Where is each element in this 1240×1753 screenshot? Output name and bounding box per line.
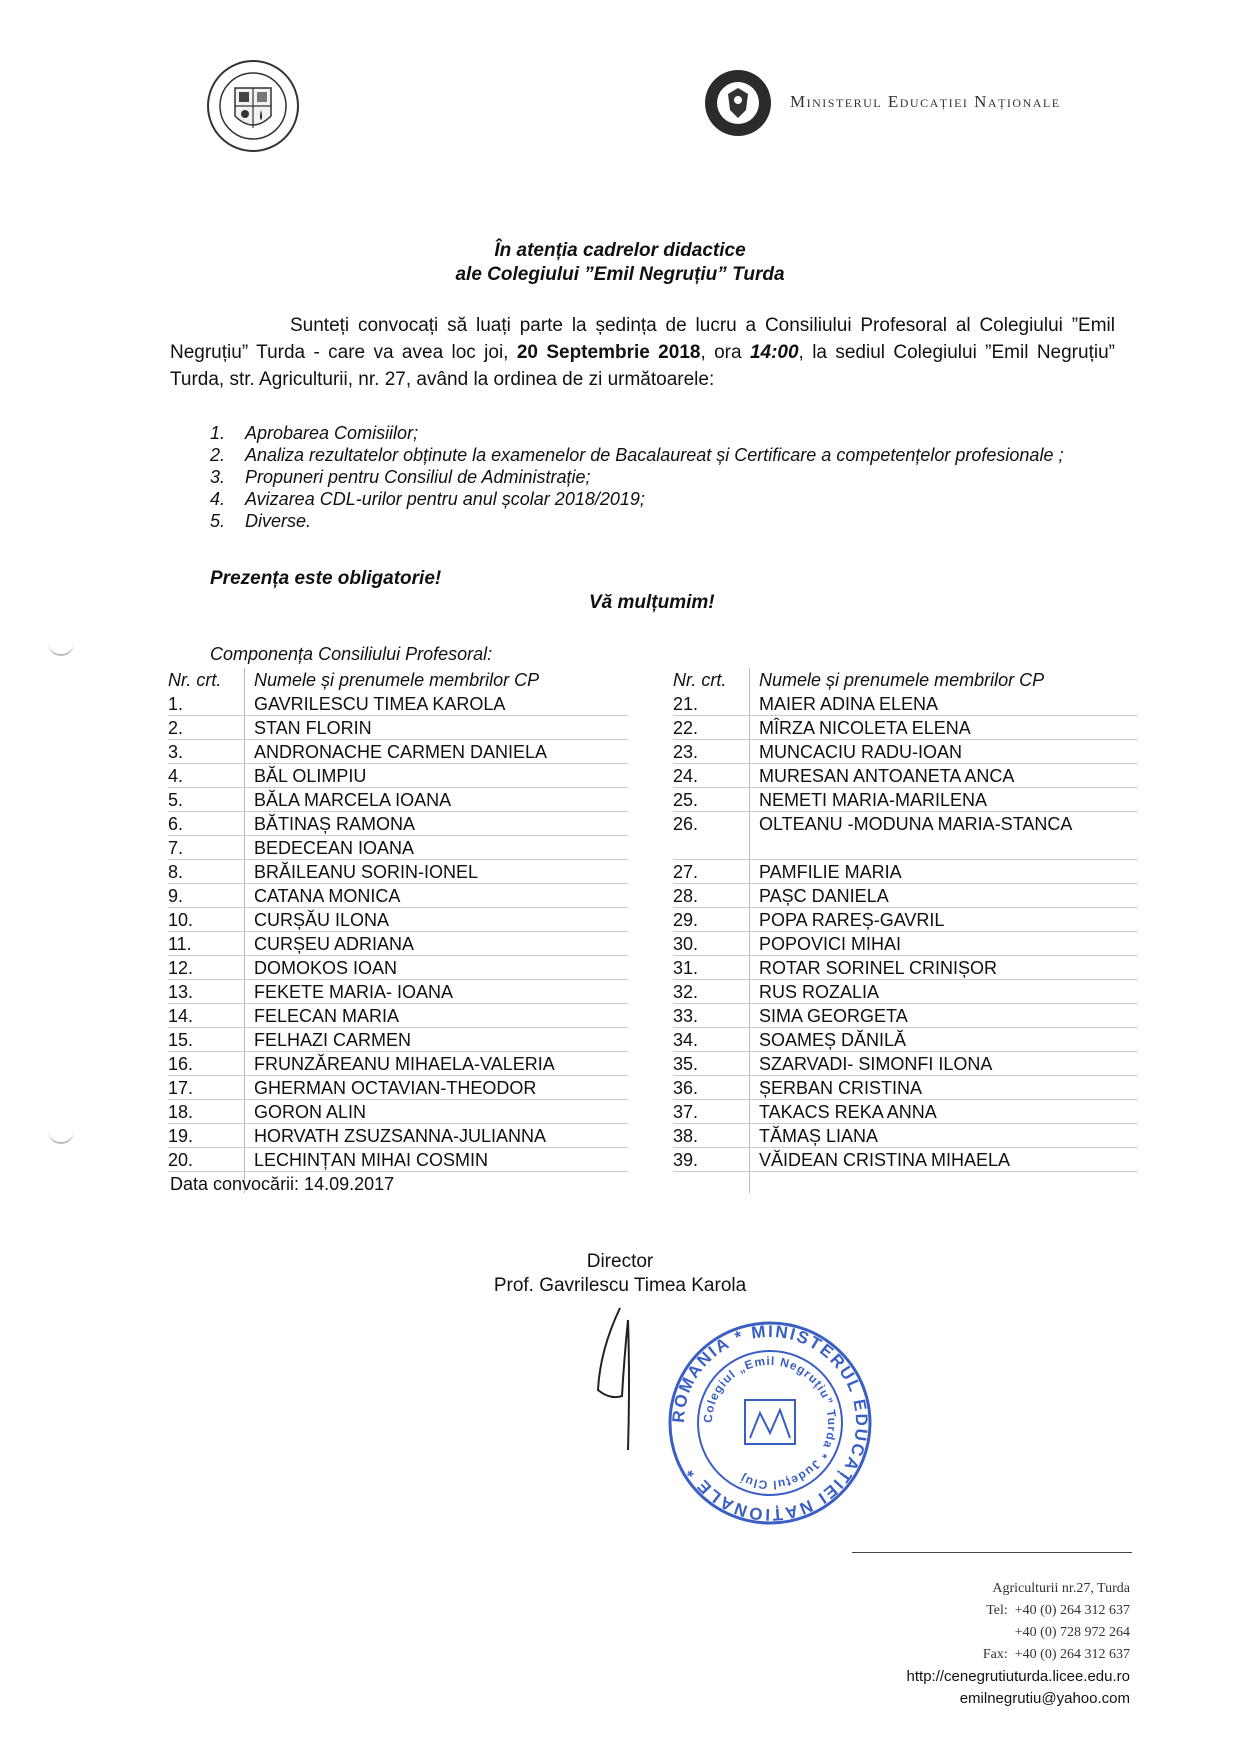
member-name: PAȘC DANIELA bbox=[759, 886, 889, 906]
member-number: 25. bbox=[673, 790, 699, 810]
member-number: 38. bbox=[673, 1126, 699, 1146]
member-number: 33. bbox=[673, 1006, 699, 1026]
fax-label: Fax: bbox=[982, 1647, 1008, 1662]
members-table-right bbox=[673, 668, 1138, 1193]
member-name: TAKACS REKA ANNA bbox=[759, 1102, 937, 1122]
member-name: GAVRILESCU TIMEA KAROLA bbox=[254, 694, 506, 714]
punch-hole-bottom bbox=[48, 1128, 74, 1144]
table-row-divider bbox=[168, 715, 628, 716]
agenda-item bbox=[210, 488, 1090, 510]
header-name: Numele și prenumele membrilor CP bbox=[759, 670, 1045, 690]
intro-paragraph bbox=[170, 312, 1115, 393]
table-row-divider bbox=[168, 955, 628, 956]
footer-tel-1 bbox=[907, 1600, 1130, 1622]
member-number: 21. bbox=[673, 694, 699, 714]
member-name: MURESAN ANTOANETA ANCA bbox=[759, 766, 1015, 786]
government-logo bbox=[703, 68, 773, 138]
agenda-item-number: 5. bbox=[210, 511, 226, 531]
member-number: 16. bbox=[168, 1054, 194, 1074]
table-row-divider bbox=[168, 763, 628, 764]
punch-hole-top bbox=[48, 640, 74, 656]
footer-tel-2: +40 (0) 728 972 264 bbox=[1014, 1625, 1130, 1640]
agenda-item-number: 3. bbox=[210, 467, 226, 487]
agenda-item-text: Diverse. bbox=[245, 511, 312, 531]
member-number: 10. bbox=[168, 910, 194, 930]
member-number: 19. bbox=[168, 1126, 194, 1146]
member-name: BEDECEAN IOANA bbox=[254, 838, 415, 858]
agenda-item bbox=[210, 422, 1090, 444]
convocation-date: Data convocării: 14.09.2017 bbox=[170, 1174, 395, 1194]
handwritten-signature bbox=[580, 1300, 650, 1465]
agenda-item-text: Avizarea CDL-urilor pentru anul școlar 2018/2019; bbox=[245, 489, 645, 509]
agenda-list bbox=[210, 422, 1090, 532]
member-name: RUS ROZALIA bbox=[759, 982, 880, 1002]
member-number: 13. bbox=[168, 982, 194, 1002]
header-name: Numele și prenumele membrilor CP bbox=[254, 670, 540, 690]
footer-email[interactable]: emilnegrutiu@yahoo.com bbox=[959, 1690, 1130, 1707]
meeting-time: 14:00 bbox=[749, 342, 799, 363]
svg-text:ROMÂNIA * MINISTERUL EDUCAȚIEI: ROMÂNIA * MINISTERUL EDUCAȚIEI NAȚIONALE * bbox=[668, 1321, 872, 1525]
member-number: 39. bbox=[673, 1150, 699, 1170]
notice-line-1: În atenția cadrelor didactice bbox=[494, 240, 746, 261]
member-number: 31. bbox=[673, 958, 699, 978]
member-number: 24. bbox=[673, 766, 699, 786]
table-row-divider bbox=[168, 907, 628, 908]
member-name: PAMFILIE MARIA bbox=[759, 862, 902, 882]
member-name: ȘERBAN CRISTINA bbox=[759, 1078, 923, 1098]
member-number: 34. bbox=[673, 1030, 699, 1050]
footer-address: Agriculturii nr.27, Turda bbox=[992, 1581, 1130, 1596]
member-number: 6. bbox=[168, 814, 184, 834]
agenda-item-number: 4. bbox=[210, 489, 226, 509]
member-name: GHERMAN OCTAVIAN-THEODOR bbox=[254, 1078, 537, 1098]
member-name: SZARVADI- SIMONFI ILONA bbox=[759, 1054, 993, 1074]
table-row-divider bbox=[673, 1171, 1138, 1172]
footer-divider bbox=[852, 1552, 1132, 1553]
member-name: POPOVICI MIHAI bbox=[759, 934, 902, 954]
member-name: BRĂILEANU SORIN-IONEL bbox=[254, 862, 479, 882]
member-name: DOMOKOS IOAN bbox=[254, 958, 398, 978]
member-name: BĂTINAȘ RAMONA bbox=[254, 814, 416, 834]
member-number: 23. bbox=[673, 742, 699, 762]
meeting-date: 20 Septembrie 2018 bbox=[516, 342, 701, 363]
member-name: MUNCACIU RADU-IOAN bbox=[759, 742, 963, 762]
member-name: NEMETI MARIA-MARILENA bbox=[759, 790, 988, 810]
member-number: 5. bbox=[168, 790, 184, 810]
agenda-item bbox=[210, 466, 1090, 488]
member-number: 7. bbox=[168, 838, 184, 858]
member-number: 22. bbox=[673, 718, 699, 738]
table-row-divider bbox=[673, 859, 1138, 860]
agenda-item bbox=[210, 510, 1090, 532]
member-number: 26. bbox=[673, 814, 699, 834]
notice-line-2: ale Colegiului ”Emil Negruțiu” Turda bbox=[455, 264, 785, 285]
member-name: SOAMEȘ DĂNILĂ bbox=[759, 1030, 907, 1050]
svg-text:Colegiul „Emil Negruțiu” Turda: Colegiul „Emil Negruțiu” Turda * Județul Cluj bbox=[700, 1353, 840, 1493]
intro-text-1: Sunteți convocați să luați parte la ședința de lucru a Consiliului Profesoral al Colegiului ”Emil Negruțiu” Turda - care va avea loc joi, bbox=[170, 315, 1115, 363]
signature-name: Prof. Gavrilescu Timea Karola bbox=[493, 1275, 747, 1296]
member-number: 27. bbox=[673, 862, 699, 882]
member-number: 36. bbox=[673, 1078, 699, 1098]
tel-label: Tel: bbox=[986, 1603, 1008, 1618]
official-stamp bbox=[665, 1318, 875, 1533]
member-name: ANDRONACHE CARMEN DANIELA bbox=[254, 742, 548, 762]
member-name: OLTEANU -MODUNA MARIA-STANCA bbox=[759, 814, 1073, 834]
table-row-divider bbox=[673, 979, 1138, 980]
member-number: 9. bbox=[168, 886, 184, 906]
table-row-divider bbox=[673, 1123, 1138, 1124]
member-number: 3. bbox=[168, 742, 184, 762]
member-name: FELECAN MARIA bbox=[254, 1006, 400, 1026]
member-number: 2. bbox=[168, 718, 184, 738]
member-number: 4. bbox=[168, 766, 184, 786]
member-number: 28. bbox=[673, 886, 699, 906]
intro-text-3: , la sediul Colegiului ”Emil Negruțiu” Turda, str. Agriculturii, nr. 27, având la ordinea de zi următoarele: bbox=[170, 342, 1115, 390]
member-number: 17. bbox=[168, 1078, 194, 1098]
member-name: CURȘEU ADRIANA bbox=[254, 934, 415, 954]
member-number: 20. bbox=[168, 1150, 194, 1170]
member-number: 14. bbox=[168, 1006, 194, 1026]
agenda-item-number: 1. bbox=[210, 423, 226, 443]
table-row-divider bbox=[168, 1099, 628, 1100]
member-name: VĂIDEAN CRISTINA MIHAELA bbox=[759, 1150, 1011, 1170]
member-name: FRUNZĂREANU MIHAELA-VALERIA bbox=[254, 1054, 555, 1074]
member-name: MAIER ADINA ELENA bbox=[759, 694, 939, 714]
member-name: MÎRZA NICOLETA ELENA bbox=[759, 718, 971, 738]
header-nr: Nr. crt. bbox=[168, 670, 222, 690]
member-name: STAN FLORIN bbox=[254, 718, 372, 738]
member-name: POPA RAREȘ-GAVRIL bbox=[759, 910, 945, 930]
footer-contact bbox=[907, 1578, 1130, 1710]
agenda-item-text: Analiza rezultatelor obținute la examenelor de Bacalaureat și Certificare a competențelor profesionale ; bbox=[245, 445, 1064, 465]
mandatory-note: Prezența este obligatorie! bbox=[210, 568, 442, 589]
member-name: SIMA GEORGETA bbox=[759, 1006, 908, 1026]
ministry-title: Ministerul Educației Naționale bbox=[790, 92, 1061, 111]
member-number: 11. bbox=[168, 934, 192, 954]
member-name: BĂL OLIMPIU bbox=[254, 766, 367, 786]
member-number: 35. bbox=[673, 1054, 699, 1074]
member-number: 15. bbox=[168, 1030, 194, 1050]
member-name: CURȘĂU ILONA bbox=[254, 910, 390, 930]
table-row-divider bbox=[673, 883, 1138, 884]
member-number: 18. bbox=[168, 1102, 194, 1122]
fax-number: +40 (0) 264 312 637 bbox=[1014, 1647, 1130, 1662]
intro-text-2: , ora bbox=[700, 342, 750, 363]
members-table-left bbox=[168, 668, 628, 1193]
table-row-divider bbox=[168, 1171, 628, 1172]
member-number: 8. bbox=[168, 862, 184, 882]
member-number: 29. bbox=[673, 910, 699, 930]
member-name: TĂMAȘ LIANA bbox=[759, 1126, 879, 1146]
footer-website[interactable]: http://cenegrutiuturda.licee.edu.ro bbox=[906, 1668, 1130, 1685]
agenda-item-text: Aprobarea Comisiilor; bbox=[245, 423, 419, 443]
member-number: 32. bbox=[673, 982, 699, 1002]
member-name: LECHINȚAN MIHAI COSMIN bbox=[254, 1150, 489, 1170]
agenda-item-number: 2. bbox=[210, 445, 226, 465]
member-name: HORVATH ZSUZSANNA-JULIANNA bbox=[254, 1126, 547, 1146]
college-logo bbox=[205, 58, 301, 154]
member-name: CATANA MONICA bbox=[254, 886, 401, 906]
member-number: 37. bbox=[673, 1102, 699, 1122]
member-name: BĂLA MARCELA IOANA bbox=[254, 790, 452, 810]
member-name: ROTAR SORINEL CRINIȘOR bbox=[759, 958, 998, 978]
member-name: GORON ALIN bbox=[254, 1102, 367, 1122]
member-name: FELHAZI CARMEN bbox=[254, 1030, 412, 1050]
member-number: 1. bbox=[168, 694, 184, 714]
agenda-item-text: Propuneri pentru Consiliul de Administrație; bbox=[245, 467, 591, 487]
member-number: 12. bbox=[168, 958, 194, 978]
footer-fax bbox=[907, 1644, 1130, 1666]
agenda-item bbox=[210, 444, 1090, 466]
table-row-divider bbox=[673, 931, 1138, 932]
signature-title: Director bbox=[586, 1251, 654, 1272]
member-number: 30. bbox=[673, 934, 699, 954]
member-name: FEKETE MARIA- IOANA bbox=[254, 982, 454, 1002]
thanks-note: Vă mulțumim! bbox=[589, 592, 715, 613]
header-nr: Nr. crt. bbox=[673, 670, 727, 690]
council-title: Componența Consiliului Profesoral: bbox=[210, 644, 493, 664]
tel-number-1: +40 (0) 264 312 637 bbox=[1014, 1603, 1130, 1618]
